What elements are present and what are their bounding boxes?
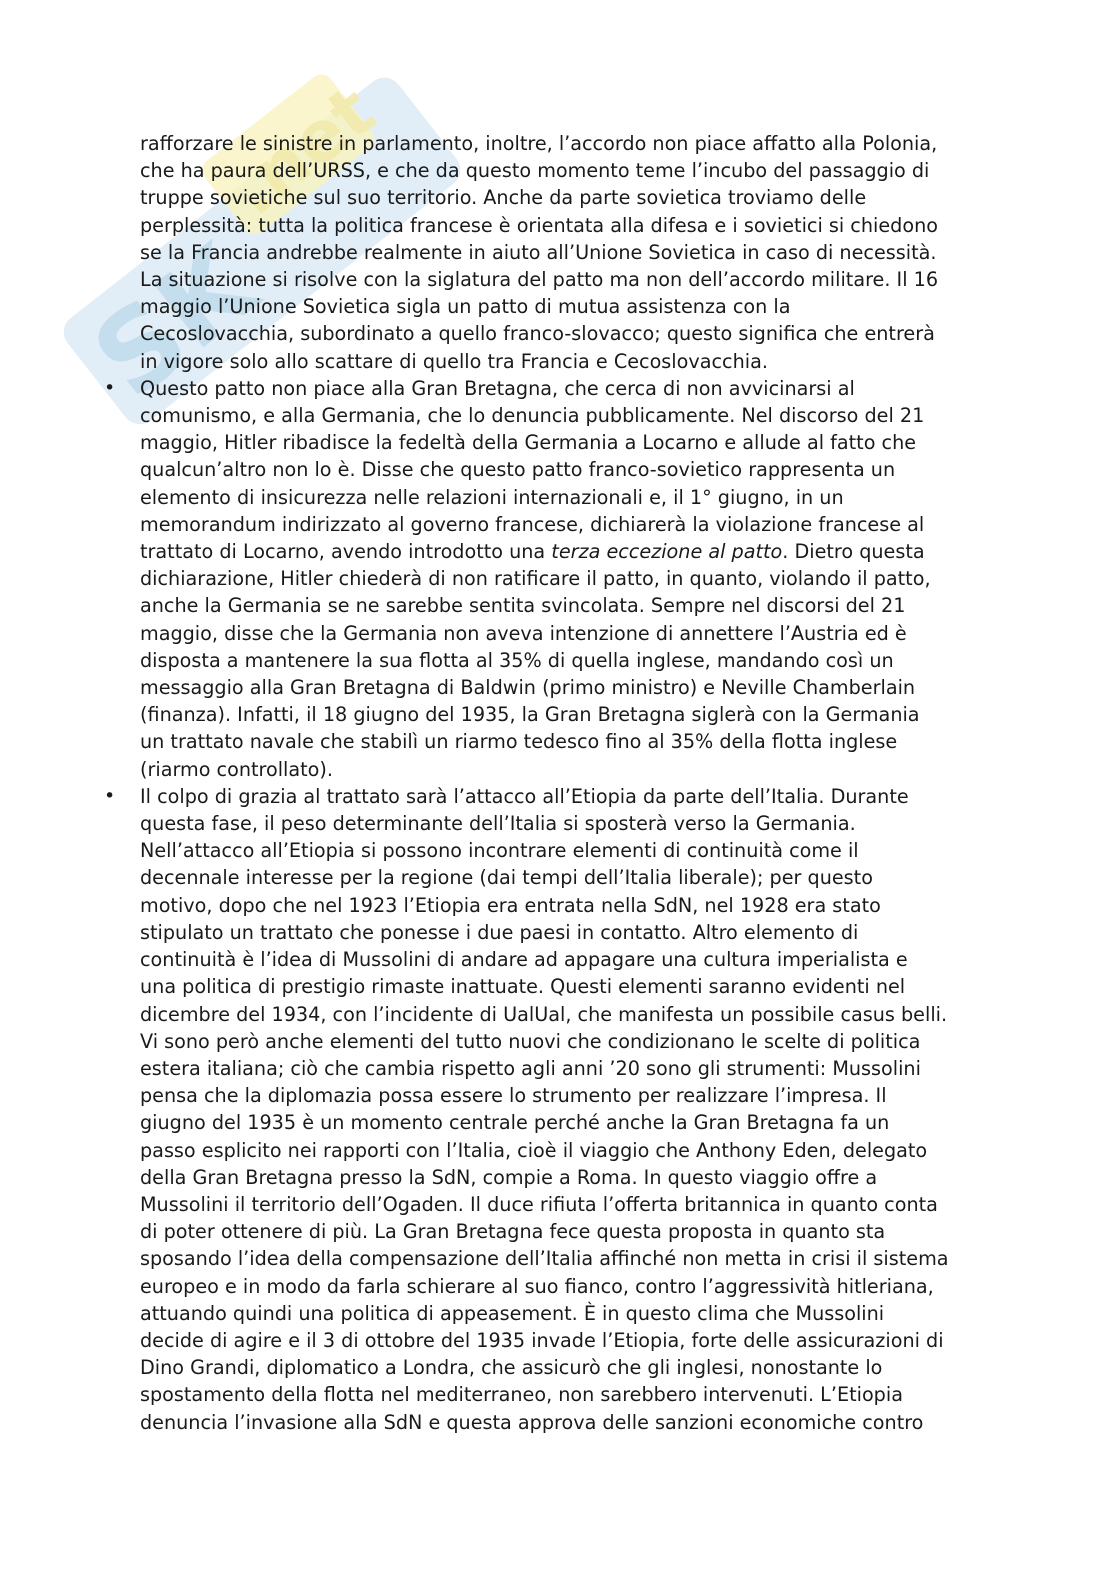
text-line: motivo, dopo che nel 1923 l’Etiopia era entrata nella SdN, nel 1928 era stato bbox=[140, 893, 881, 917]
document-page bbox=[0, 130, 1116, 1436]
text-line: continuità è l’idea di Mussolini di andare ad appagare una cultura imperialista e bbox=[140, 948, 908, 972]
text-line: estera italiana; ciò che cambia rispetto agli anni ’20 sono gli strumenti: Mussolini bbox=[140, 1056, 921, 1080]
text-line: truppe sovietiche sul suo territorio. Anche da parte sovietica troviamo delle bbox=[140, 186, 867, 210]
italic-phrase: terza eccezione al patto bbox=[551, 540, 783, 564]
text-line: memorandum indirizzato al governo francese, dichiarerà la violazione francese al bbox=[140, 512, 925, 536]
text-line: perplessità: tutta la politica francese è orientata alla difesa e i sovietici si chiedono bbox=[140, 213, 938, 237]
text-fragment: trattato di Locarno, avendo introdotto una bbox=[140, 540, 552, 564]
text-line: qualcun’altro non lo è. Disse che questo patto franco-sovietico rappresenta un bbox=[140, 458, 896, 482]
text-line: messaggio alla Gran Bretagna di Baldwin (primo ministro) e Neville Chamberlain bbox=[140, 676, 916, 700]
bullet-paragraph-2 bbox=[140, 375, 1010, 783]
paragraph-1 bbox=[140, 130, 1010, 375]
text-line: decide di agire e il 3 di ottobre del 1935 invade l’Etiopia, forte delle assicurazioni di bbox=[140, 1328, 944, 1352]
svg-text:SK: SK bbox=[70, 220, 279, 423]
text-line: spostamento della flotta nel mediterraneo, non sarebbero intervenuti. L’Etiopia bbox=[140, 1383, 903, 1407]
text-line: della Gran Bretagna presso la SdN, compie a Roma. In questo viaggio offre a bbox=[140, 1165, 878, 1189]
text-line: se la Francia andrebbe realmente in aiuto all’Unione Sovietica in caso di necessità. bbox=[140, 240, 937, 264]
text-line: denuncia l’invasione alla SdN e questa approva delle sanzioni economiche contro bbox=[140, 1410, 924, 1434]
text-line: pensa che la diplomazia possa essere lo strumento per realizzare l’impresa. Il bbox=[140, 1084, 887, 1108]
text-line-with-italic bbox=[140, 538, 1010, 565]
text-line: questa fase, il peso determinante dell’Italia si sposterà verso la Germania. bbox=[140, 812, 856, 836]
text-line: Cecoslovacchia, subordinato a quello franco-slovacco; questo significa che entrerà bbox=[140, 322, 935, 346]
text-line: dichiarazione, Hitler chiederà di non ratificare il patto, in quanto, violando il patto, bbox=[140, 567, 931, 591]
text-line: elemento di insicurezza nelle relazioni internazionali e, il 1° giugno, in un bbox=[140, 485, 844, 509]
text-line: europeo e in modo da farla schierare al suo fianco, contro l’aggressività hitleriana, bbox=[140, 1274, 934, 1298]
text-line: rafforzare le sinistre in parlamento, inoltre, l’accordo non piace affatto alla Polonia, bbox=[140, 132, 938, 155]
text-line: disposta a mantenere la sua flotta al 35% di quella inglese, mandando così un bbox=[140, 648, 894, 672]
bullet-paragraph-3 bbox=[140, 783, 1010, 1436]
text-line: • Questo patto non piace alla Gran Bretagna, che cerca di non avvicinarsi al bbox=[140, 376, 855, 400]
text-line: in vigore solo allo scattare di quello tra Francia e Cecoslovacchia. bbox=[140, 349, 768, 373]
svg-text:.net: .net bbox=[215, 69, 390, 232]
text-line: Mussolini il territorio dell’Ogaden. Il duce rifiuta l’offerta britannica in quanto conta bbox=[140, 1192, 938, 1216]
text-line: una politica di prestigio rimaste inattuate. Questi elementi saranno evidenti nel bbox=[140, 975, 906, 999]
text-line: decennale interesse per la regione (dai tempi dell’Italia liberale); per questo bbox=[140, 866, 873, 890]
text-line: un trattato navale che stabilì un riarmo tedesco fino al 35% della flotta inglese bbox=[140, 730, 898, 754]
text-line: dicembre del 1934, con l’incidente di UalUal, che manifesta un possibile casus belli. bbox=[140, 1002, 948, 1026]
text-line: • Il colpo di grazia al trattato sarà l’attacco all’Etiopia da parte dell’Italia. Durante bbox=[140, 784, 909, 808]
text-line: stipulato un trattato che ponesse i due paesi in contatto. Altro elemento di bbox=[140, 920, 859, 944]
text-line: Vi sono però anche elementi del tutto nuovi che condizionano le scelte di politica bbox=[140, 1029, 921, 1053]
text-line: Dino Grandi, diplomatico a Londra, che assicurò che gli inglesi, nonostante lo bbox=[140, 1356, 883, 1380]
text-fragment: . Dietro questa bbox=[782, 540, 925, 564]
text-line: che ha paura dell’URSS, e che da questo momento teme l’incubo del passaggio di bbox=[140, 159, 930, 183]
text-line: di poter ottenere di più. La Gran Bretagna fece questa proposta in quanto sta bbox=[140, 1220, 886, 1244]
text-line: (riarmo controllato). bbox=[140, 757, 333, 781]
text-line: passo esplicito nei rapporti con l’Italia, cioè il viaggio che Anthony Eden, delegato bbox=[140, 1138, 928, 1162]
text-line: comunismo, e alla Germania, che lo denuncia pubblicamente. Nel discorso del 21 bbox=[140, 404, 925, 428]
text-line: maggio l’Unione Sovietica sigla un patto di mutua assistenza con la bbox=[140, 295, 791, 319]
text-line: attuando quindi una politica di appeasement. È in questo clima che Mussolini bbox=[140, 1301, 885, 1325]
text-line: maggio, Hitler ribadisce la fedeltà della Germania a Locarno e allude al fatto che bbox=[140, 431, 917, 455]
text-line: giugno del 1935 è un momento centrale perché anche la Gran Bretagna fa un bbox=[140, 1111, 890, 1135]
text-line: (finanza). Infatti, il 18 giugno del 1935, la Gran Bretagna siglerà con la Germania bbox=[140, 703, 920, 727]
text-line: anche la Germania se ne sarebbe sentita svincolata. Sempre nel discorsi del 21 bbox=[140, 594, 906, 618]
text-line: La situazione si risolve con la siglatura del patto ma non dell’accordo militare. Il 16 bbox=[140, 268, 939, 292]
text-line: Nell’attacco all’Etiopia si possono incontrare elementi di continuità come il bbox=[140, 839, 859, 863]
text-line: sposando l’idea della compensazione dell’Italia affinché non metta in crisi il sistema bbox=[140, 1247, 949, 1271]
text-line: maggio, disse che la Germania non aveva intenzione di annettere l’Austria ed è bbox=[140, 621, 907, 645]
